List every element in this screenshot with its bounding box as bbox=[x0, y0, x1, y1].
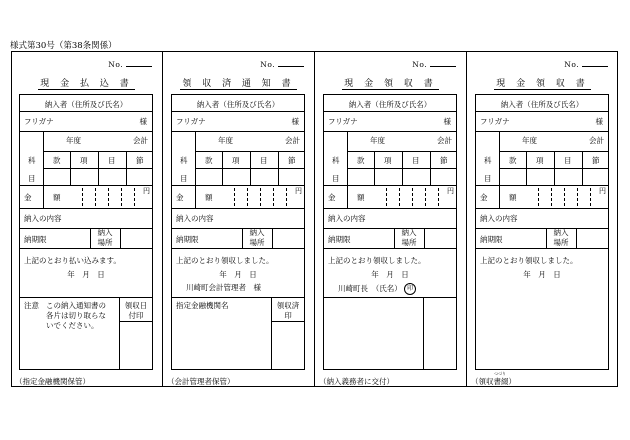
note-text: この納入通知書の 各片は切り取らな いでください。 bbox=[46, 301, 106, 330]
slip-footer: （納入義務者に交付） bbox=[319, 377, 394, 386]
kou-label: 項 bbox=[384, 156, 392, 165]
payer-header: 納入者（住所及び氏名） bbox=[196, 100, 280, 109]
sama-label: 様 bbox=[291, 117, 299, 126]
moku-label: 目 bbox=[484, 174, 492, 183]
date-label: 年 月 日 bbox=[523, 270, 561, 279]
moku-sub-label: 目 bbox=[412, 156, 420, 165]
slip-table bbox=[475, 94, 609, 370]
bank-name-label: 指定金融機関名 bbox=[176, 301, 229, 310]
setsu-label: 節 bbox=[592, 156, 600, 165]
furigana-label: フリガナ bbox=[176, 117, 206, 126]
receipt-date-stamp-label: 領収日 付印 bbox=[124, 301, 148, 320]
ka-label: 科 bbox=[28, 156, 36, 165]
amount-label-kin: 金 bbox=[176, 193, 184, 202]
account-label: 会計 bbox=[133, 136, 148, 145]
account-label: 会計 bbox=[589, 136, 604, 145]
moku-sub-label: 目 bbox=[108, 156, 116, 165]
fiscal-year-label: 年度 bbox=[66, 136, 81, 145]
slip-footer: （領収書綴） bbox=[471, 377, 516, 386]
content-label: 納入の内容 bbox=[328, 214, 366, 223]
slip-footer: （指定金融機関保管） bbox=[15, 377, 90, 386]
moku-label: 目 bbox=[332, 174, 340, 183]
moku-sub-label: 目 bbox=[564, 156, 572, 165]
yen-label: 円 bbox=[447, 187, 454, 195]
fiscal-year-label: 年度 bbox=[522, 136, 537, 145]
payer-header: 納入者（住所及び氏名） bbox=[348, 100, 432, 109]
deadline-label: 納期限 bbox=[176, 235, 199, 244]
slip-number: No. bbox=[564, 59, 608, 69]
slip-title: 領 収 済 通 知 書 bbox=[182, 79, 295, 89]
moku-label: 目 bbox=[180, 174, 188, 183]
sama-label: 様 bbox=[595, 117, 603, 126]
date-label: 年 月 日 bbox=[219, 270, 257, 279]
deadline-label: 納期限 bbox=[24, 235, 47, 244]
slip-title: 現 金 払 込 書 bbox=[40, 79, 133, 89]
signer-label: 川崎町長 （氏名） 印 bbox=[338, 283, 416, 295]
ka-label: 科 bbox=[332, 156, 340, 165]
slip-table bbox=[19, 94, 153, 370]
moku-sub-label: 目 bbox=[260, 156, 268, 165]
receipt-text: 上記のとおり領収しました。 bbox=[176, 256, 274, 265]
setsu-label: 節 bbox=[136, 156, 144, 165]
payment-place-label: 納入 場所 bbox=[249, 228, 265, 247]
note-label: 注意 bbox=[24, 301, 39, 310]
yen-label: 円 bbox=[143, 187, 150, 195]
kan-label: 款 bbox=[53, 156, 61, 165]
ruby-annotation: つづり bbox=[494, 371, 506, 376]
moku-label: 目 bbox=[28, 174, 36, 183]
setsu-label: 節 bbox=[288, 156, 296, 165]
amount-label-gaku: 額 bbox=[509, 193, 517, 202]
amount-label-kin: 金 bbox=[24, 193, 32, 202]
form-number: 様式第30号（第38条関係） bbox=[10, 41, 117, 51]
furigana-label: フリガナ bbox=[24, 117, 54, 126]
receipt-text: 上記のとおり領収しました。 bbox=[480, 256, 578, 265]
amount-label-kin: 金 bbox=[480, 193, 488, 202]
furigana-label: フリガナ bbox=[328, 117, 358, 126]
slip-receipt-stub bbox=[467, 51, 618, 387]
account-label: 会計 bbox=[437, 136, 452, 145]
sama-label: 様 bbox=[443, 117, 451, 126]
date-label: 年 月 日 bbox=[371, 270, 409, 279]
deadline-label: 納期限 bbox=[328, 235, 351, 244]
slip-table bbox=[171, 94, 305, 370]
receipt-text: 上記のとおり払い込みます。 bbox=[24, 256, 121, 265]
content-label: 納入の内容 bbox=[480, 214, 518, 223]
slip-cash-receipt bbox=[315, 51, 466, 387]
yen-label: 円 bbox=[599, 187, 606, 195]
kan-label: 款 bbox=[357, 156, 365, 165]
sama-label: 様 bbox=[139, 117, 147, 126]
seal-mark: 印 bbox=[404, 283, 416, 295]
receipt-text: 上記のとおり領収しました。 bbox=[328, 256, 426, 265]
amount-label-gaku: 額 bbox=[357, 193, 365, 202]
signer-label: 川崎町会計管理者 様 bbox=[186, 283, 261, 292]
fiscal-year-label: 年度 bbox=[370, 136, 385, 145]
amount-label-kin: 金 bbox=[328, 193, 336, 202]
account-label: 会計 bbox=[285, 136, 300, 145]
payment-place-label: 納入 場所 bbox=[553, 228, 569, 247]
payer-header: 納入者（住所及び氏名） bbox=[44, 100, 128, 109]
kan-label: 款 bbox=[205, 156, 213, 165]
deadline-label: 納期限 bbox=[480, 235, 503, 244]
amount-label-gaku: 額 bbox=[53, 193, 61, 202]
amount-label-gaku: 額 bbox=[205, 193, 213, 202]
slip-number: No. bbox=[260, 59, 304, 69]
content-label: 納入の内容 bbox=[24, 214, 62, 223]
slip-receipt-notice bbox=[163, 51, 314, 387]
payer-header: 納入者（住所及び氏名） bbox=[500, 100, 584, 109]
receipt-stamp-label: 領収済 印 bbox=[276, 301, 300, 320]
kou-label: 項 bbox=[536, 156, 544, 165]
payment-place-label: 納入 場所 bbox=[401, 228, 417, 247]
ka-label: 科 bbox=[484, 156, 492, 165]
slip-cash-payment bbox=[11, 51, 162, 387]
slip-number: No. bbox=[108, 59, 152, 69]
slip-number: No. bbox=[412, 59, 456, 69]
payment-place-label: 納入 場所 bbox=[97, 228, 113, 247]
content-label: 納入の内容 bbox=[176, 214, 214, 223]
ka-label: 科 bbox=[180, 156, 188, 165]
yen-label: 円 bbox=[295, 187, 302, 195]
kou-label: 項 bbox=[80, 156, 88, 165]
slip-table bbox=[323, 94, 457, 370]
setsu-label: 節 bbox=[440, 156, 448, 165]
kou-label: 項 bbox=[232, 156, 240, 165]
date-label: 年 月 日 bbox=[67, 270, 105, 279]
kan-label: 款 bbox=[509, 156, 517, 165]
fiscal-year-label: 年度 bbox=[218, 136, 233, 145]
furigana-label: フリガナ bbox=[480, 117, 510, 126]
slip-title: 現 金 領 収 書 bbox=[344, 79, 437, 89]
slip-footer: （会計管理者保管） bbox=[167, 377, 235, 386]
slip-title: 現 金 領 収 書 bbox=[496, 79, 589, 89]
